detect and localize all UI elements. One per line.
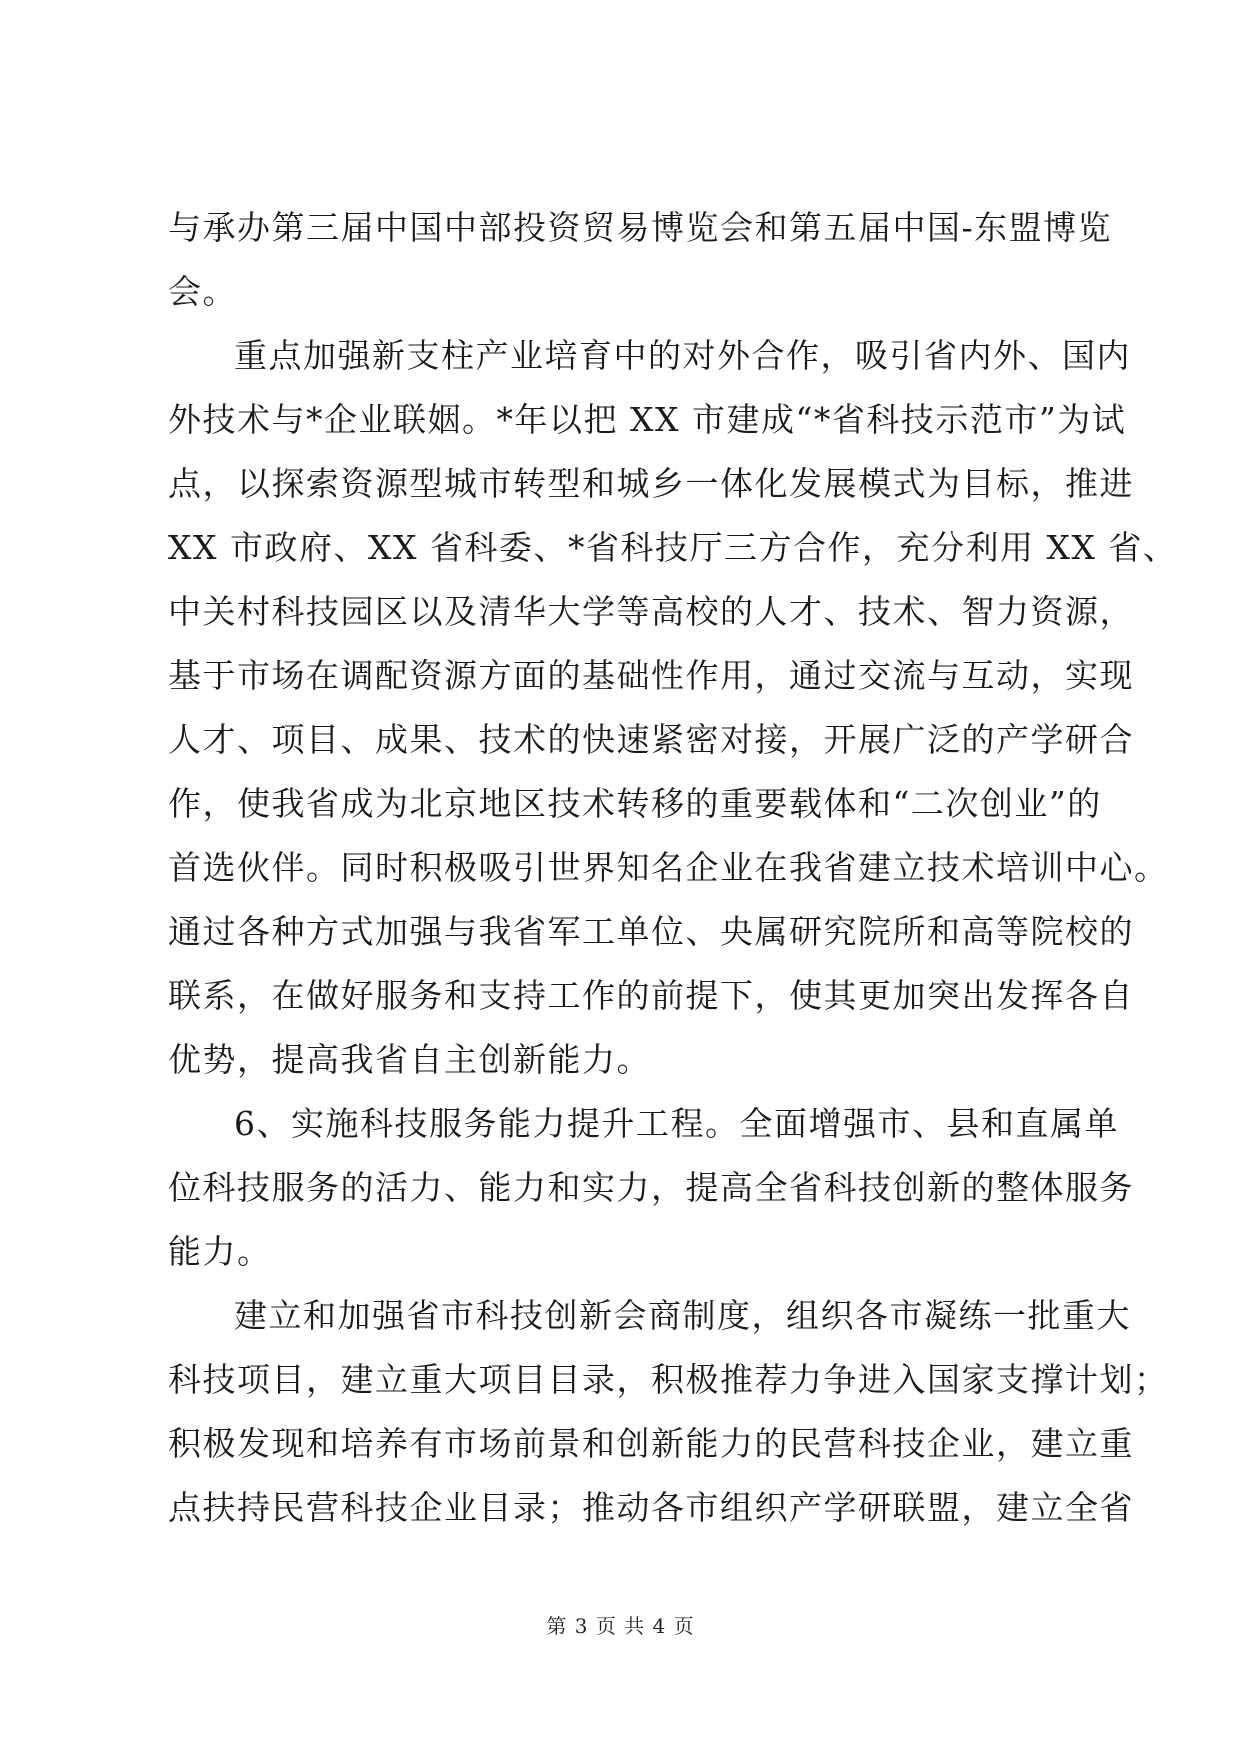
text-line: 能力。	[168, 1232, 272, 1271]
paragraph-start-line: 重点加强新支柱产业培育中的对外合作，吸引省内外、国内	[234, 336, 1131, 375]
text-line: 点扶持民营科技企业目录；推动各市组织产学研联盟，建立全省	[168, 1488, 1134, 1527]
text-line: 通过各种方式加强与我省军工单位、央属研究院所和高等院校的	[168, 912, 1134, 951]
text-line: 点，以探索资源型城市转型和城乡一体化发展模式为目标，推进	[168, 464, 1134, 503]
paragraph-start-line: 6、实施科技服务能力提升工程。全面增强市、县和直属单	[234, 1104, 1119, 1143]
text-line: 会。	[168, 272, 237, 311]
text-line: 积极发现和培养有市场前景和创新能力的民营科技企业，建立重	[168, 1424, 1134, 1463]
text-line: 外技术与*企业联姻。*年以把 XX 市建成“*省科技示范市”为试	[168, 400, 1127, 439]
text-line: 联系，在做好服务和支持工作的前提下，使其更加突出发挥各自	[168, 976, 1134, 1015]
text-line: 首选伙伴。同时积极吸引世界知名企业在我省建立技术培训中心。	[168, 848, 1169, 887]
text-line: 人才、项目、成果、技术的快速紧密对接，开展广泛的产学研合	[168, 720, 1134, 759]
page-number-footer: 第 3 页 共 4 页	[546, 1614, 695, 1638]
text-line: 优势，提高我省自主创新能力。	[168, 1040, 651, 1079]
text-line: 基于市场在调配资源方面的基础性作用，通过交流与互动，实现	[168, 656, 1134, 695]
text-line: XX 市政府、XX 省科委、*省科技厅三方合作，充分利用 XX 省、	[168, 528, 1178, 567]
text-line: 与承办第三届中国中部投资贸易博览会和第五届中国-东盟博览	[168, 208, 1113, 247]
text-line: 中关村科技园区以及清华大学等高校的人才、技术、智力资源，	[168, 592, 1134, 631]
document-body	[168, 196, 1178, 1540]
text-line: 位科技服务的活力、能力和实力，提高全省科技创新的整体服务	[168, 1168, 1134, 1207]
paragraph-start-line: 建立和加强省市科技创新会商制度，组织各市凝练一批重大	[234, 1296, 1131, 1335]
text-line: 作，使我省成为北京地区技术转移的重要载体和“二次创业”的	[168, 784, 1102, 823]
text-line: 科技项目，建立重大项目目录，积极推荐力争进入国家支撑计划；	[168, 1360, 1169, 1399]
